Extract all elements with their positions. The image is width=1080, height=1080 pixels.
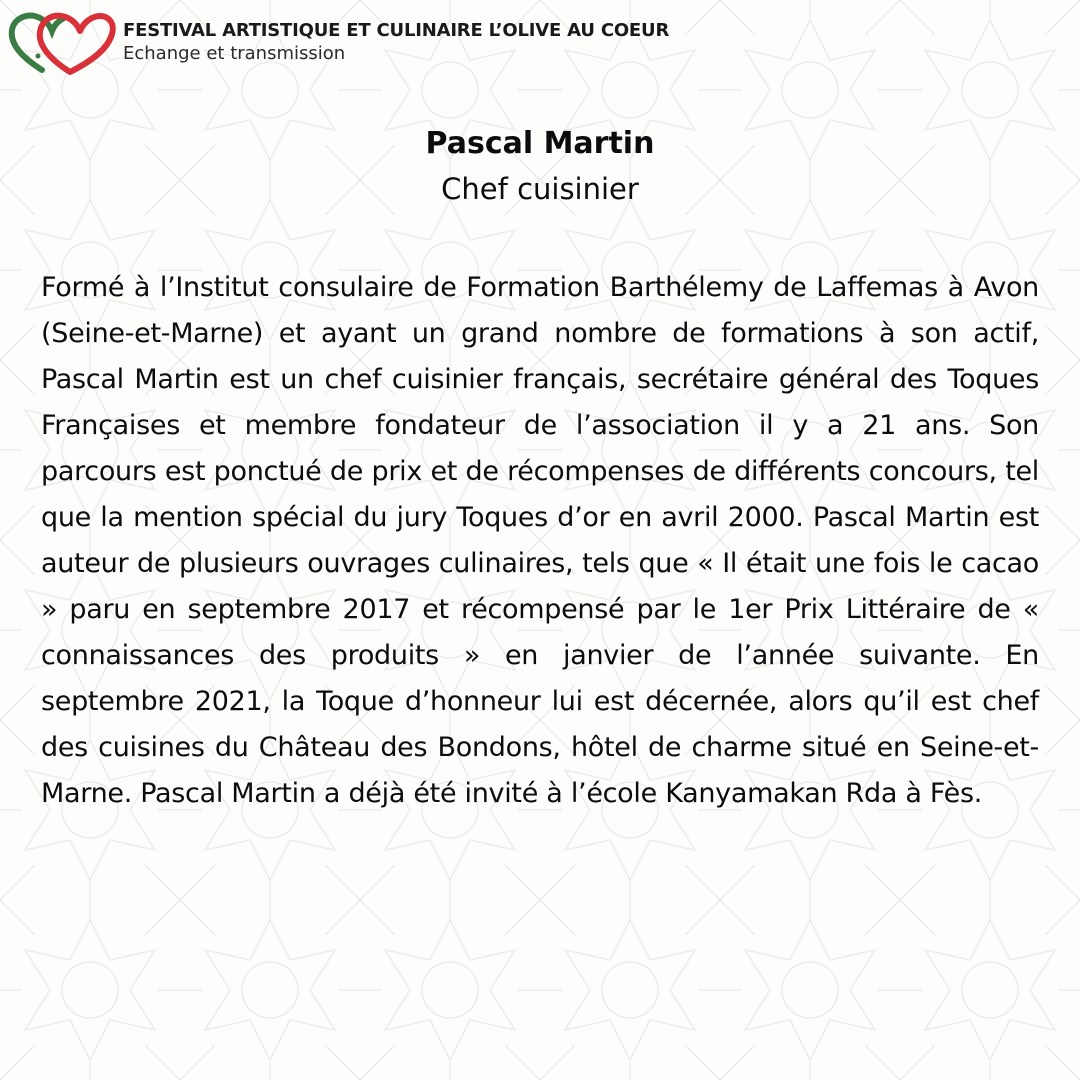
festival-tagline: Echange et transmission	[123, 43, 346, 64]
festival-header	[8, 10, 708, 76]
biography-text: Formé à l’Institut consulaire de Formation Barthélemy de Laffemas à Avon (Seine-et-Marne) et ayant un grand nombre de formations à son actif, Pascal Martin est un chef cuisinier français, secrétaire général des Toques Françaises et membre fondateur de l’association il y a 21 ans. Son parcours est ponctué de prix et de récompenses de différents concours, tel que la mention spécial du jury Toques d’or en avril 2000. Pascal Martin est auteur de plusieurs ouvrages culinaires, tels que « Il était une fois le cacao » paru en septembre 2017 et récompensé par le 1er Prix Littéraire de « connaissances des produits » en janvier de l’année suivante. En septembre 2021, la Toque d’honneur lui est décernée, alors qu’il est chef des cuisines du Château des Bondons, hôtel de charme situé en Seine-et-Marne. Pascal Martin a déjà été invité à l’école Kanyamakan Rda à Fès.	[41, 272, 1039, 809]
festival-name: FESTIVAL ARTISTIQUE ET CULINAIRE L’OLIVE AU COEUR	[123, 20, 670, 41]
person-role: Chef cuisinier	[441, 172, 639, 206]
twin-hearts-logo-icon	[8, 10, 116, 76]
person-name: Pascal Martin	[425, 126, 655, 161]
